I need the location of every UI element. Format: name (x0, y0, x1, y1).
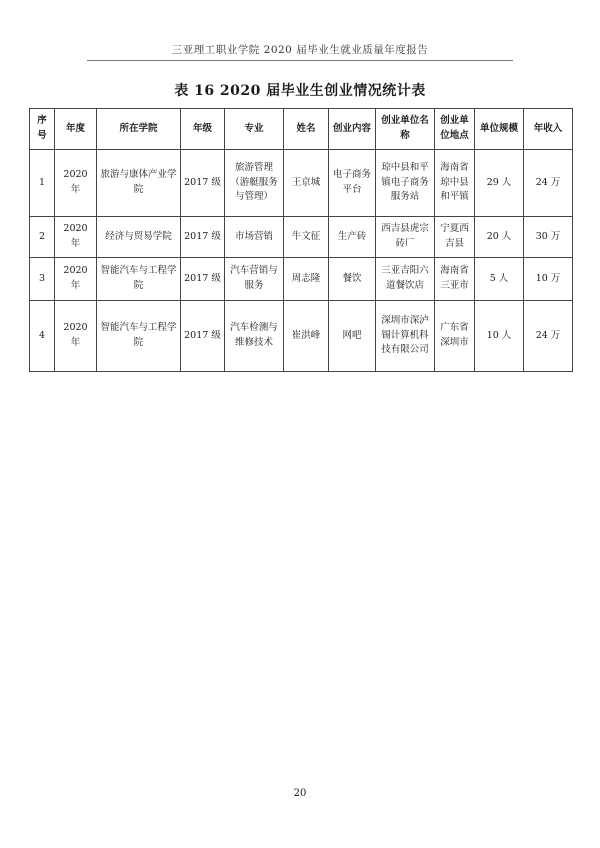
table-cell: 20 人 (475, 217, 524, 258)
table-title: 表 16 2020 届毕业生创业情况统计表 (174, 83, 426, 99)
table-cell: 5 人 (475, 258, 524, 301)
table-cell: 电子商务平台 (329, 150, 376, 217)
table-cell: 琼中县和平镇电子商务服务站 (376, 150, 435, 217)
table-cell: 生产砖 (329, 217, 376, 258)
column-header: 姓名 (284, 109, 329, 150)
table-cell: 宁夏西吉县 (435, 217, 475, 258)
table-row (30, 217, 573, 258)
column-header: 年收入 (524, 109, 573, 150)
table-cell: 2017 级 (181, 258, 225, 301)
table-row (30, 150, 573, 217)
table-cell: 2017 级 (181, 301, 225, 372)
table-cell: 市场营销 (225, 217, 284, 258)
table-cell: 10 人 (475, 301, 524, 372)
table-cell: 2017 级 (181, 217, 225, 258)
table-cell: 深圳市深泸锡计算机科技有限公司 (376, 301, 435, 372)
table-cell: 24 万 (524, 150, 573, 217)
table-cell: 2020 年 (55, 150, 97, 217)
table-cell: 海南省琼中县和平镇 (435, 150, 475, 217)
table-cell: 旅游管理（游艇服务与管理） (225, 150, 284, 217)
table-cell: 旅游与康体产业学院 (97, 150, 181, 217)
column-header: 单位规模 (475, 109, 524, 150)
page-number: 20 (293, 788, 307, 799)
table-cell: 4 (30, 301, 55, 372)
column-header: 年度 (55, 109, 97, 150)
table-cell: 2020 年 (55, 301, 97, 372)
table-cell: 2020 年 (55, 217, 97, 258)
table-row (30, 301, 573, 372)
table-cell: 周志隆 (284, 258, 329, 301)
table-cell: 汽车营销与服务 (225, 258, 284, 301)
table-cell: 2020 年 (55, 258, 97, 301)
table-row (30, 258, 573, 301)
table-cell: 2017 级 (181, 150, 225, 217)
table-cell: 汽车检测与维修技术 (225, 301, 284, 372)
table-cell: 智能汽车与工程学院 (97, 301, 181, 372)
column-header: 序号 (30, 109, 55, 150)
column-header: 创业单位地点 (435, 109, 475, 150)
table-cell: 崔洪峰 (284, 301, 329, 372)
table-cell: 30 万 (524, 217, 573, 258)
column-header: 创业单位名称 (376, 109, 435, 150)
table-cell: 广东省深圳市 (435, 301, 475, 372)
table-cell: 餐饮 (329, 258, 376, 301)
table-header-row (30, 109, 573, 150)
table-cell: 牛文征 (284, 217, 329, 258)
column-header: 年级 (181, 109, 225, 150)
table-cell: 1 (30, 150, 55, 217)
table-cell: 智能汽车与工程学院 (97, 258, 181, 301)
table-cell: 海南省三亚市 (435, 258, 475, 301)
table-cell: 西吉县虎宗砖厂 (376, 217, 435, 258)
table-cell: 三亚吉阳六道餐饮店 (376, 258, 435, 301)
running-header: 三亚理工职业学院 2020 届毕业生就业质量年度报告 (171, 44, 429, 56)
column-header: 创业内容 (329, 109, 376, 150)
table-cell: 王京城 (284, 150, 329, 217)
table-cell: 10 万 (524, 258, 573, 301)
table-cell: 29 人 (475, 150, 524, 217)
entrepreneurship-table (29, 108, 573, 372)
column-header: 专业 (225, 109, 284, 150)
table-cell: 网吧 (329, 301, 376, 372)
header-divider (87, 60, 513, 61)
column-header: 所在学院 (97, 109, 181, 150)
table-cell: 经济与贸易学院 (97, 217, 181, 258)
table-cell: 24 万 (524, 301, 573, 372)
table-cell: 3 (30, 258, 55, 301)
table-cell: 2 (30, 217, 55, 258)
